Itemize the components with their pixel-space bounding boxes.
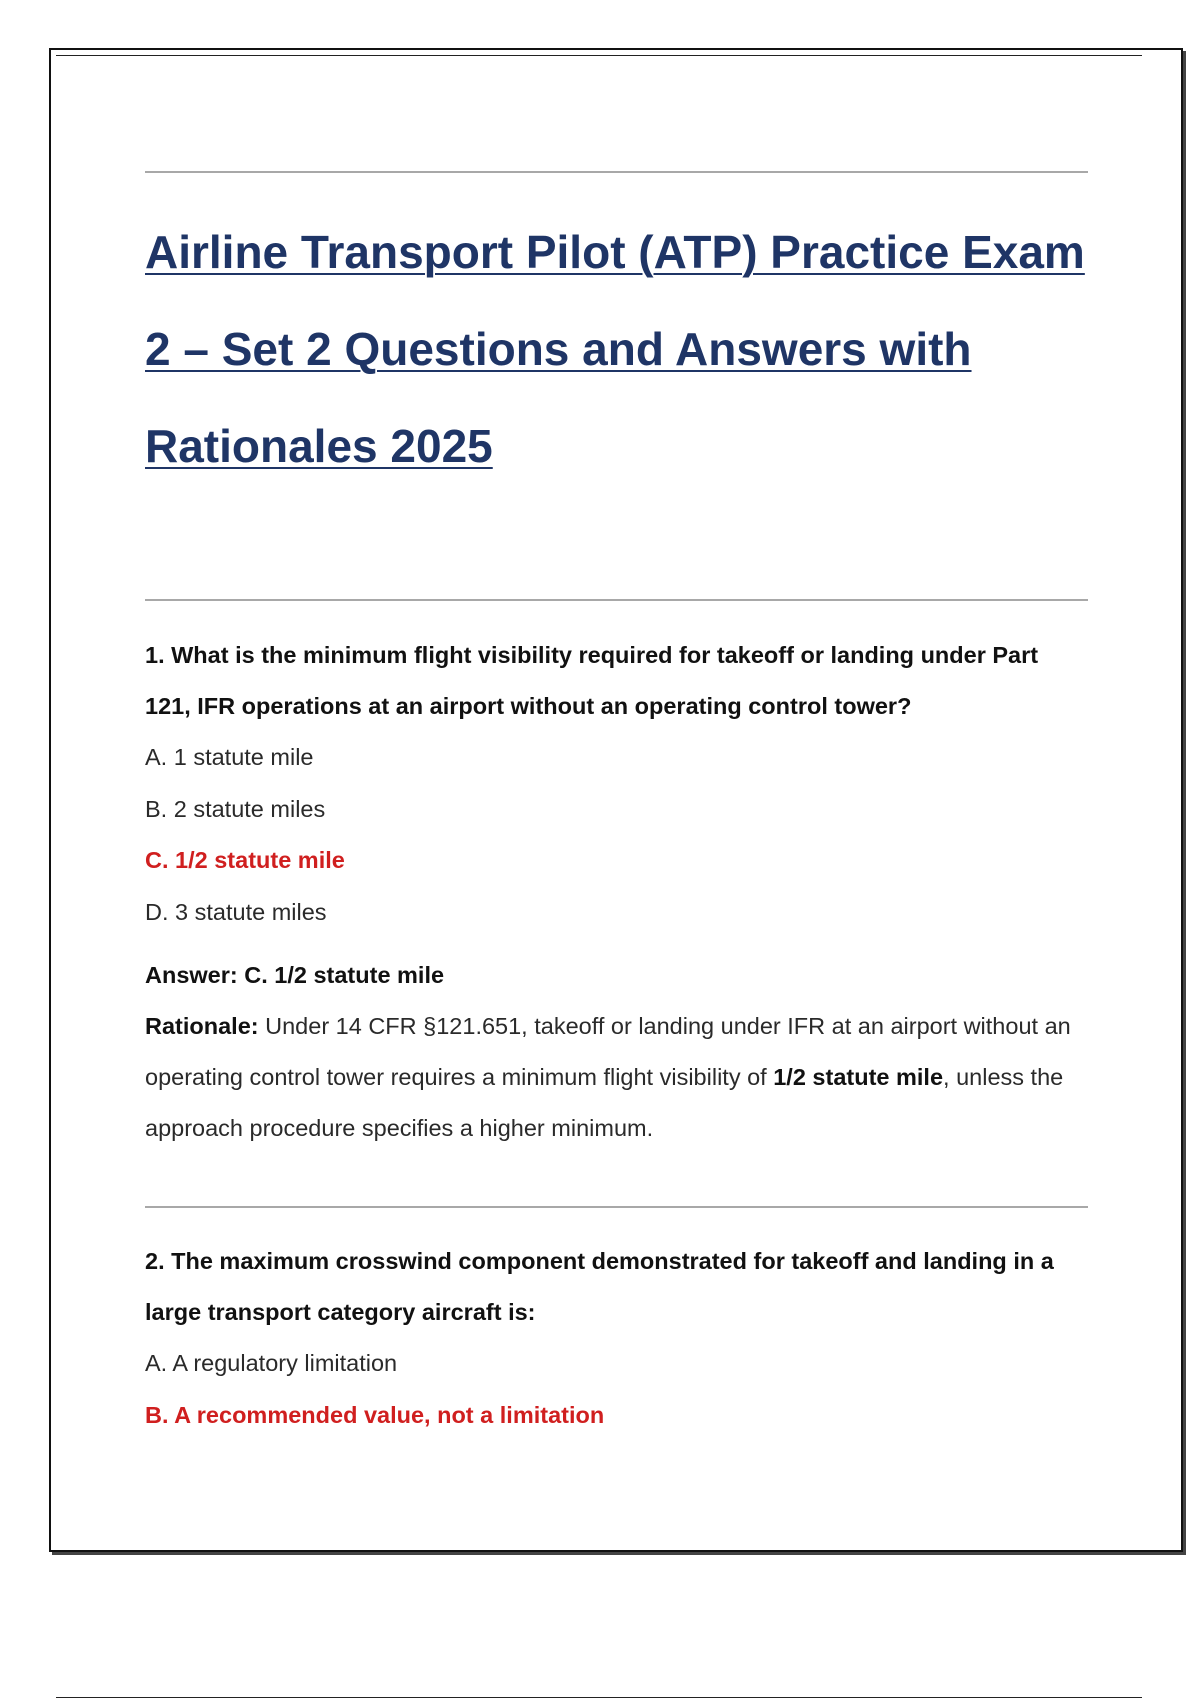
title-line-3: Rationales 2025	[145, 420, 493, 472]
question-2	[145, 1236, 1090, 1441]
option-a: A. 1 statute mile	[145, 744, 314, 770]
option-a: A. A regulatory limitation	[145, 1350, 398, 1376]
question-1	[145, 630, 1090, 1154]
rationale	[145, 1001, 1090, 1154]
option-d: D. 3 statute miles	[145, 898, 327, 925]
bottom-page-rule	[56, 1697, 1142, 1698]
question-text: 2. The maximum crosswind component demonstrated for takeoff and landing in a large transport category aircraft is:	[145, 1248, 1054, 1325]
rationale-text-part-2: , unless the approach procedure specifies a higher minimum.	[145, 1064, 1064, 1141]
title-bottom-divider	[145, 599, 1088, 601]
answer-line: Answer: C. 1/2 statute mile	[145, 962, 445, 988]
question-text: 1. What is the minimum flight visibility required for takeoff or landing under Part 121, IFR operations at an airport without an operating control tower?	[145, 642, 1039, 719]
title-line-2: 2 – Set 2 Questions and Answers with	[145, 323, 972, 375]
title-line-1: Airline Transport Pilot (ATP) Practice Exam	[145, 226, 1085, 278]
option-b-correct: B. A recommended value, not a limitation	[145, 1401, 605, 1428]
rationale-label: Rationale:	[145, 1013, 259, 1039]
document-title	[145, 204, 1090, 495]
question-divider	[145, 1206, 1088, 1208]
title-top-divider	[145, 171, 1088, 173]
rationale-emphasis: 1/2 statute mile	[773, 1064, 944, 1090]
rationale-text-part-1: Under 14 CFR §121.651, takeoff or landing under IFR at an airport without an operating control tower requires a minimum flight visibility of	[145, 1013, 1071, 1090]
option-b: B. 2 statute miles	[145, 795, 326, 822]
option-c-correct: C. 1/2 statute mile	[145, 847, 345, 873]
